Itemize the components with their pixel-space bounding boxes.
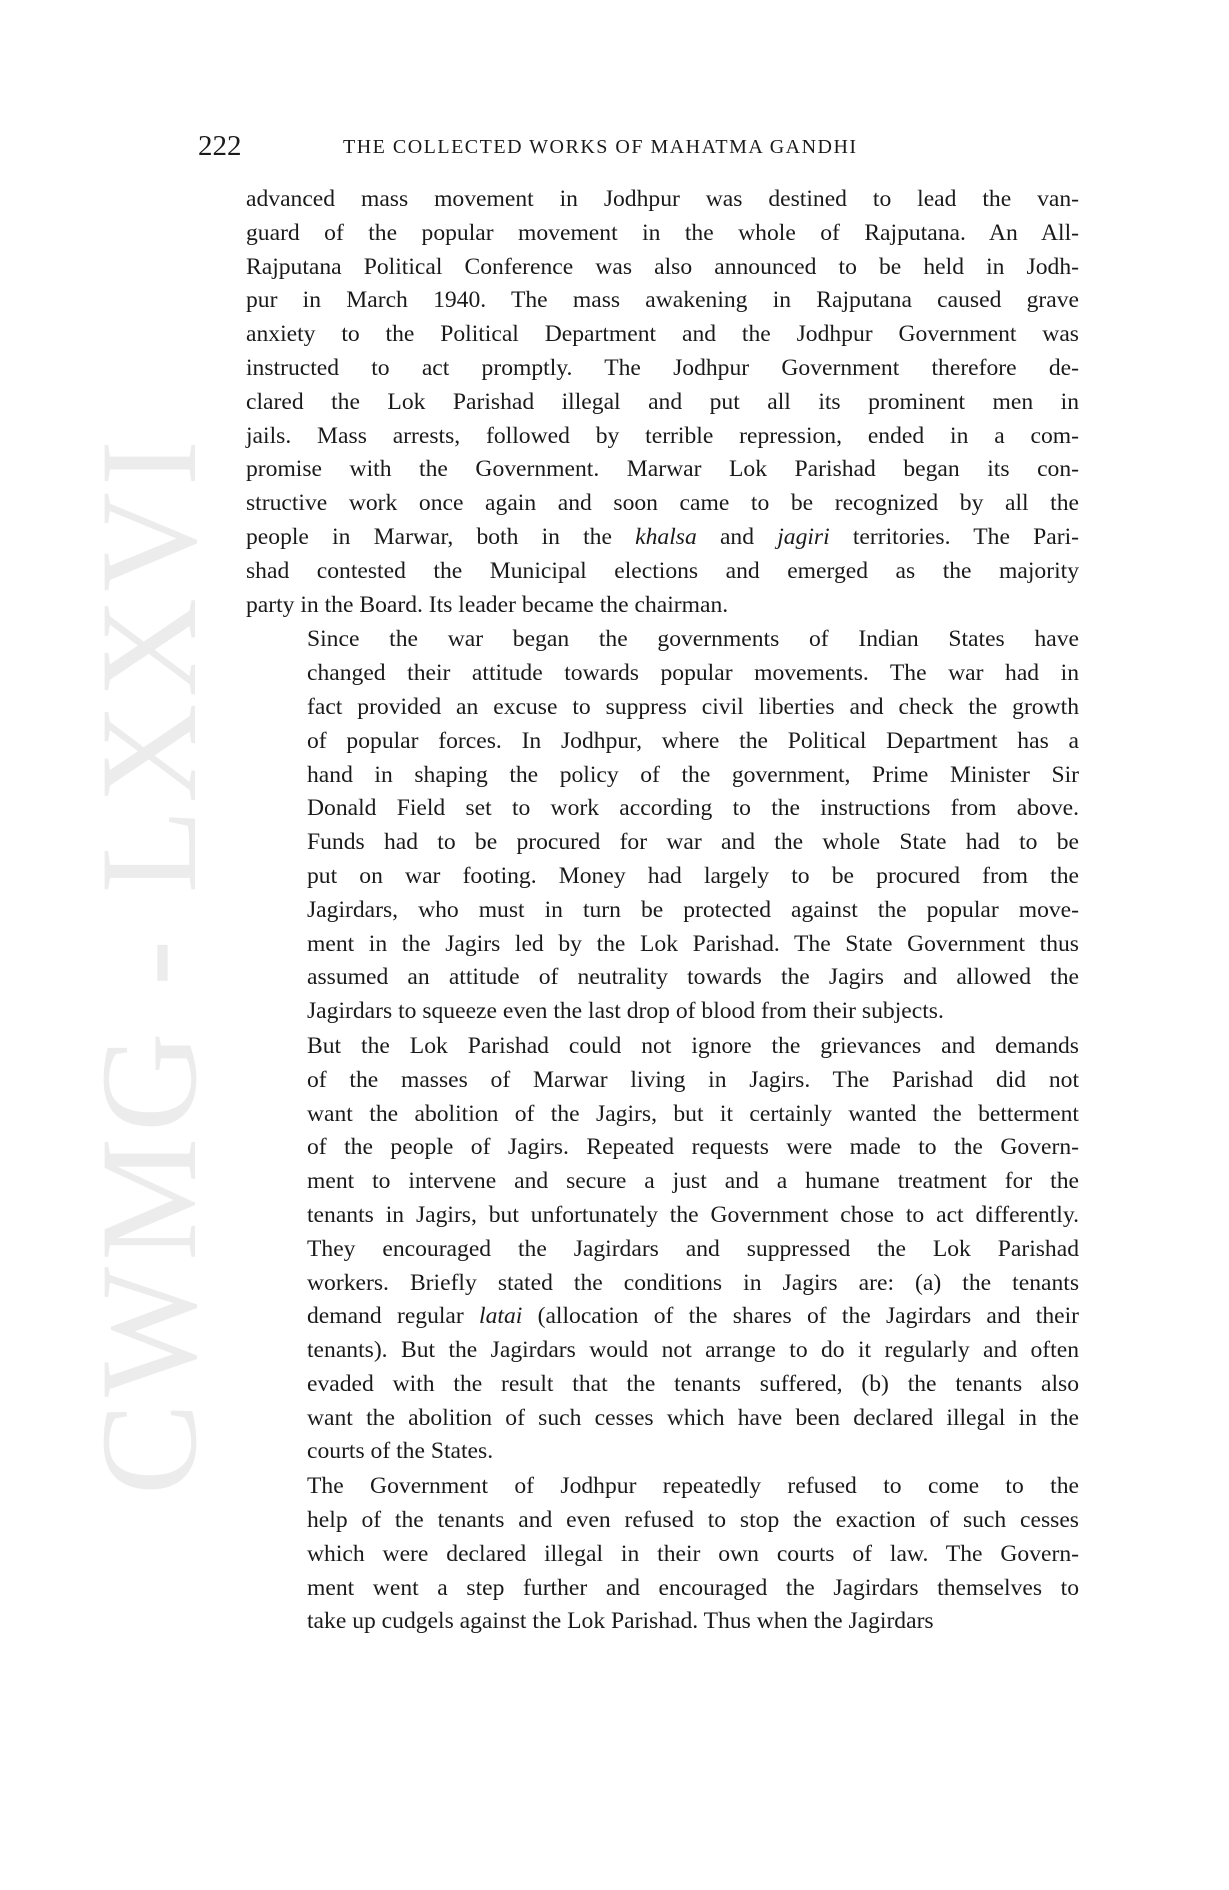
- text-line: want the abolition of the Jagirs, but it certainly wanted the betterment: [307, 1100, 1079, 1127]
- text-line: hand in shaping the policy of the government, Prime Minister Sir: [307, 761, 1079, 788]
- text-line: put on war footing. Money had largely to be procured from the: [307, 862, 1079, 889]
- paragraph: [246, 1470, 1079, 1639]
- text-line: ment in the Jagirs led by the Lok Parishad. The State Government thus: [307, 930, 1079, 957]
- text-line: Rajputana Political Conference was also announced to be held in Jodh-: [246, 253, 1079, 280]
- text-line: of the masses of Marwar living in Jagirs. The Parishad did not: [307, 1066, 1079, 1093]
- text-line: But the Lok Parishad could not ignore the grievances and demands: [307, 1032, 1079, 1059]
- text-line: tenants). But the Jagirdars would not arrange to do it regularly and often: [307, 1337, 1079, 1364]
- text-line: changed their attitude towards popular movements. The war had in: [307, 660, 1079, 687]
- text-line: pur in March 1940. The mass awakening in Rajputana caused grave: [246, 287, 1079, 314]
- text-line: clared the Lok Parishad illegal and put all its prominent men in: [246, 388, 1079, 415]
- text-line: They encouraged the Jagirdars and suppressed the Lok Parishad: [307, 1235, 1079, 1262]
- paragraph: [246, 1030, 1079, 1469]
- text-line: courts of the States.: [307, 1438, 494, 1465]
- text-line: take up cudgels against the Lok Parishad. Thus when the Jagirdars: [307, 1608, 934, 1635]
- text-line: want the abolition of such cesses which have been declared illegal in the: [307, 1404, 1079, 1431]
- italic-term: khalsa: [635, 523, 697, 550]
- text-line: Funds had to be procured for war and the whole State had to be: [307, 829, 1079, 856]
- watermark-text: CWMG - LXXVI: [72, 434, 225, 1495]
- text-line: workers. Briefly stated the conditions in Jagirs are: (a) the tenants: [307, 1269, 1079, 1296]
- text-line: party in the Board. Its leader became the chairman.: [246, 591, 729, 618]
- text-line: Jagirdars, who must in turn be protected against the popular move-: [307, 896, 1079, 923]
- running-head: THE COLLECTED WORKS OF MAHATMA GANDHI: [343, 136, 858, 158]
- italic-term: latai: [479, 1303, 523, 1330]
- text-line: instructed to act promptly. The Jodhpur Government therefore de-: [246, 354, 1079, 381]
- italic-term: jagiri: [777, 523, 830, 550]
- text-line: help of the tenants and even refused to stop the exaction of such cesses: [307, 1507, 1079, 1534]
- text-line: The Government of Jodhpur repeatedly refused to come to the: [307, 1473, 1079, 1500]
- text-line: promise with the Government. Marwar Lok Parishad began its con-: [246, 456, 1079, 483]
- text-line: fact provided an excuse to suppress civil liberties and check the growth: [307, 693, 1079, 720]
- page-header: [198, 130, 1078, 170]
- text-line: evaded with the result that the tenants suffered, (b) the tenants also: [307, 1370, 1079, 1397]
- text-line: of the people of Jagirs. Repeated requests were made to the Govern-: [307, 1134, 1079, 1161]
- text-line: tenants in Jagirs, but unfortunately the Government chose to act differently.: [307, 1201, 1079, 1228]
- text-line: shad contested the Municipal elections and emerged as the majority: [246, 557, 1079, 584]
- text-line: guard of the popular movement in the whole of Rajputana. An All-: [246, 219, 1079, 246]
- text-line: jails. Mass arrests, followed by terrible repression, ended in a com-: [246, 422, 1079, 449]
- paragraph: [246, 623, 1079, 1029]
- body-text: [246, 183, 1079, 1639]
- text-line: anxiety to the Political Department and the Jodhpur Government was: [246, 321, 1079, 348]
- text-line: advanced mass movement in Jodhpur was destined to lead the van-: [246, 186, 1079, 212]
- text-line: Donald Field set to work according to the instructions from above.: [307, 795, 1079, 822]
- text-line: demand regular latai (allocation of the shares of the Jagirdars and their: [307, 1303, 1080, 1330]
- text-line: structive work once again and soon came to be recognized by all the: [246, 490, 1079, 517]
- text-line: Since the war began the governments of Indian States have: [307, 626, 1079, 653]
- text-line: ment went a step further and encouraged the Jagirdars themselves to: [307, 1574, 1079, 1601]
- text-line: of popular forces. In Jodhpur, where the Political Department has a: [307, 727, 1079, 754]
- text-line: which were declared illegal in their own courts of law. The Govern-: [307, 1540, 1079, 1567]
- paragraph: [246, 183, 1079, 622]
- page-number: 222: [198, 130, 242, 162]
- text-line: people in Marwar, both in the khalsa and jagiri territories. The Pari-: [246, 523, 1079, 550]
- watermark: [72, 395, 225, 1495]
- text-line: assumed an attitude of neutrality towards the Jagirs and allowed the: [307, 964, 1079, 991]
- text-line: ment to intervene and secure a just and a humane treatment for the: [307, 1168, 1079, 1195]
- text-line: Jagirdars to squeeze even the last drop of blood from their subjects.: [307, 998, 944, 1025]
